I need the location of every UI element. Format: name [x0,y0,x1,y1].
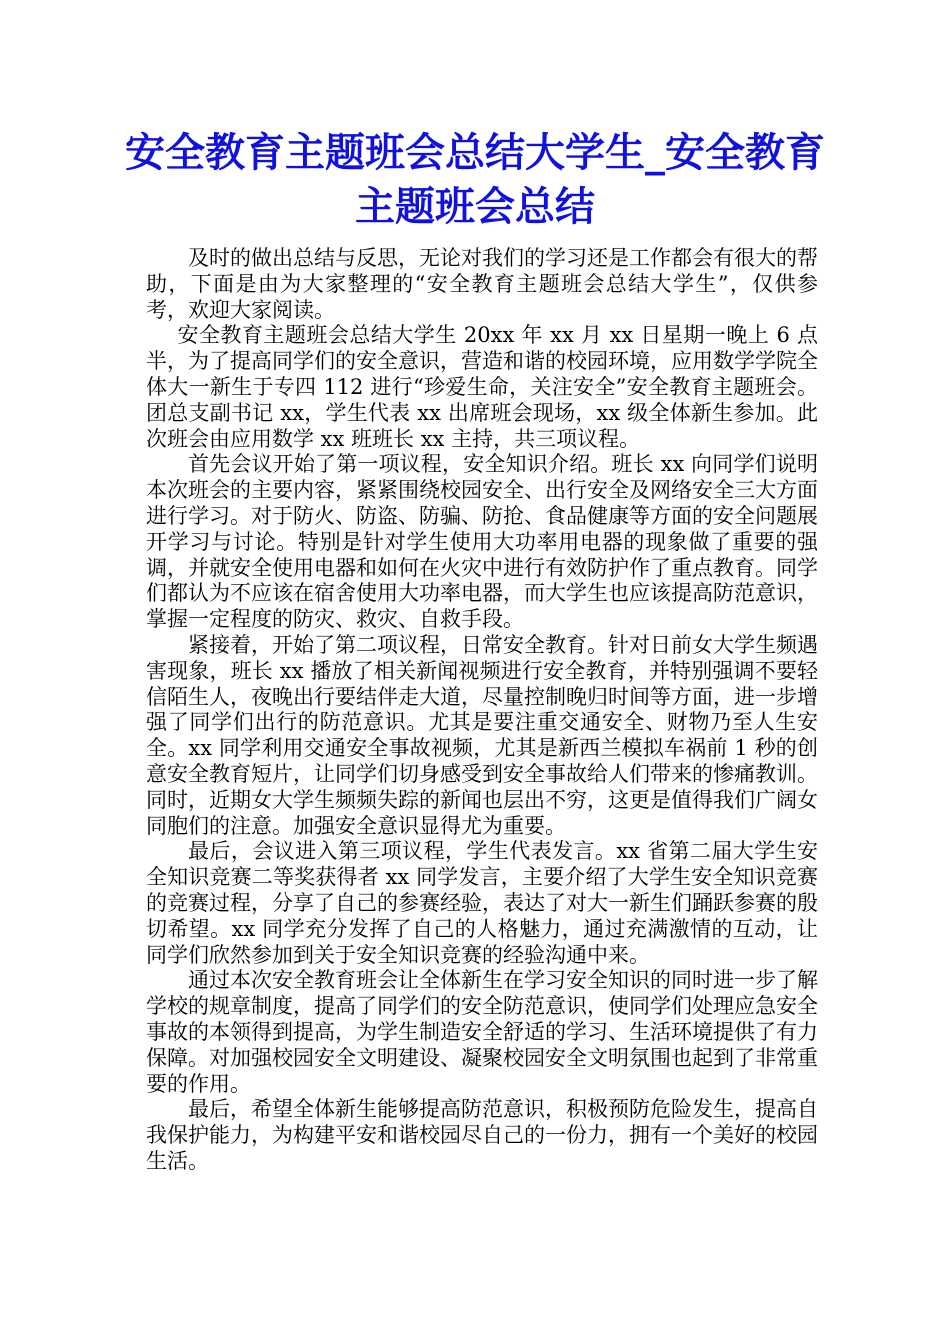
paragraph-overview: 安全教育主题班会总结大学生 20xx 年 xx 月 xx 日星期一晚上 6 点半，为了提高同学们的安全意识，营造和谐的校园环境，应用数学学院全体大一新生于专四 112 进行“珍爱生命，关注安全”安全教育主题班会。团总支副书记 xx，学生代表 xx 出席班会现场，xx 级全体新生参加。此次班会由应用数学 xx 班班长 xx 主持，共三项议程。 [146,323,818,451]
document-title: 安全教育主题班会总结大学生_安全教育主题班会总结 [125,129,825,230]
document-body [146,246,818,1175]
paragraph-summary: 通过本次安全教育班会让全体新生在学习安全知识的同时进一步了解学校的规章制度，提高了同学们的安全防范意识，使同学们处理应急安全事故的本领得到提高，为学生制造安全舒适的学习、生活环境提供了有力保障。对加强校园安全文明建设、凝聚校园安全文明氛围也起到了非常重要的作用。 [146,968,818,1096]
paragraph-closing: 最后，希望全体新生能够提高防范意识，积极预防危险发生，提高自我保护能力，为构建平安和谐校园尽自己的一份力，拥有一个美好的校园生活。 [146,1097,818,1173]
paragraph-second-agenda: 紧接着，开始了第二项议程，日常安全教育。针对日前女大学生频遇害现象，班长 xx 播放了相关新闻视频进行安全教育，并特别强调不要轻信陌生人，夜晚出行要结伴走大道，尽量控制晚归时间等方面，进一步增强了同学们出行的防范意识。尤其是要注重交通安全、财物乃至人生安全。xx 同学利用交通安全事故视频，尤其是新西兰模拟车祸前 1 秒的创意安全教育短片，让同学们切身感受到安全事故给人们带来的惨痛教训。同时，近期女大学生频频失踪的新闻也层出不穷，这更是值得我们广阔女同胞们的注意。加强安全意识显得尤为重要。 [146,632,818,838]
paragraph-intro: 及时的做出总结与反思，无论对我们的学习还是工作都会有很大的帮助，下面是由为大家整理的“安全教育主题班会总结大学生”，仅供参考，欢迎大家阅读。 [146,246,818,322]
paragraph-first-agenda: 首先会议开始了第一项议程，安全知识介绍。班长 xx 向同学们说明本次班会的主要内容，紧紧围绕校园安全、出行安全及网络安全三大方面进行学习。对于防火、防盗、防骗、防抢、食品健康等方面的安全问题展开学习与讨论。特别是针对学生使用大功率用电器的现象做了重要的强调，并就安全使用电器和如何在火灾中进行有效防护作了重点教育。同学们都认为不应该在宿舍使用大功率电器，而大学生也应该提高防范意识，掌握一定程度的防灾、救灾、自救手段。 [146,452,818,632]
paragraph-third-agenda: 最后，会议进入第三项议程，学生代表发言。xx 省第二届大学生安全知识竞赛二等奖获得者 xx 同学发言，主要介绍了大学生安全知识竞赛的竞赛过程，分享了自己的参赛经验，表达了对大一新生们踊跃参赛的殷切希望。xx 同学充分发挥了自己的人格魅力，通过充满激情的互动，让同学们欣然参加到关于安全知识竞赛的经验沟通中来。 [146,839,818,967]
